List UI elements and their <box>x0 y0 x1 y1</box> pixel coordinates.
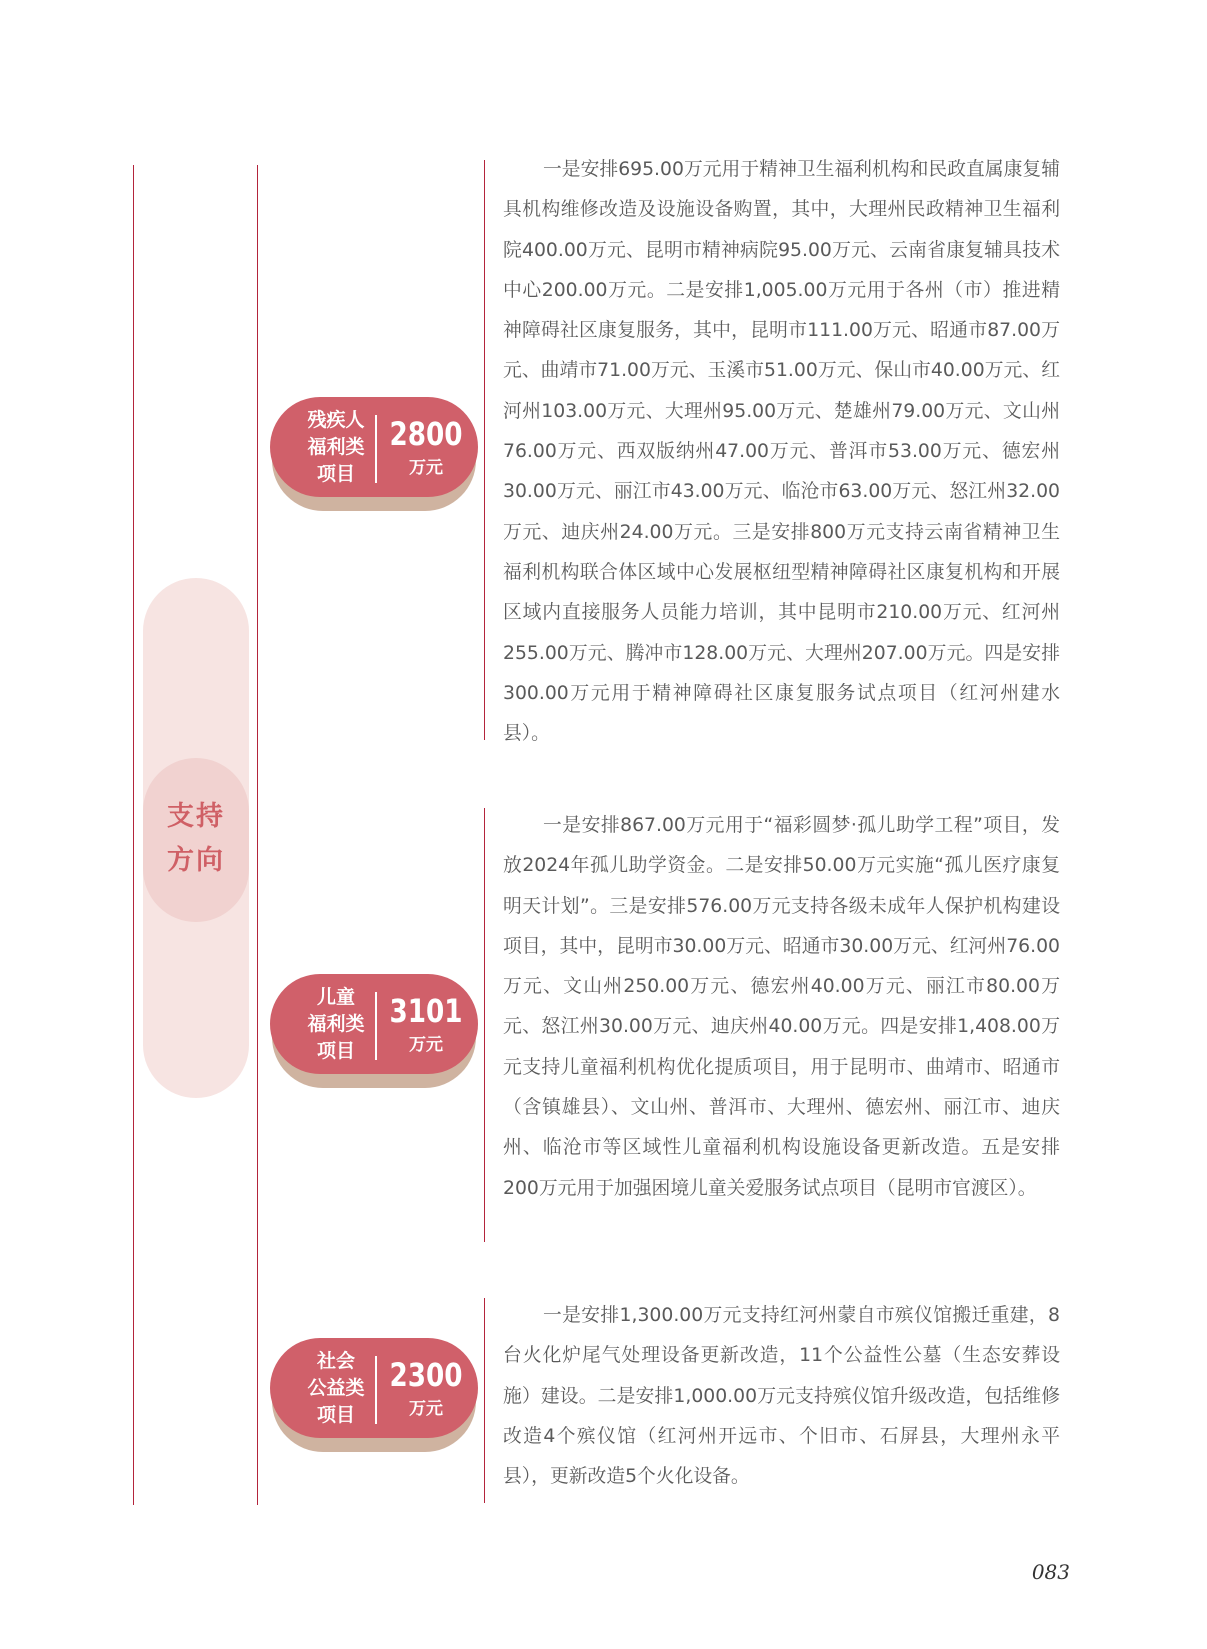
badge-label-line: 项目 <box>316 463 355 485</box>
child-welfare-text: 一是安排867.00万元用于“福彩圆梦·孤儿助学工程”项目，发放2024年孤儿助学资金。二是安排50.00万元实施“孤儿医疗康复明天计划”。三是安排576.00万元支持各级未成年人保护机构建设项目，其中，昆明市30.00万元、昭通市30.00万元、红河州76.00万元、文山州250.00万元、德宏州40.00万元、丽江市80.00万元、怒江州30.00万元、迪庆州40.00万元。四是安排1,408.00万元支持儿童福利机构优化提质项目，用于昆明市、曲靖市、昭通市（含镇雄县）、文山州、普洱市、大理州、德宏州、丽江市、迪庆州、临沧市等区域性儿童福利机构设施设备更新改造。五是安排200万元用于加强困境儿童关爱服务试点项目（昆明市官渡区）。 <box>503 815 1060 1199</box>
badge-label-line: 儿童 <box>316 986 355 1008</box>
badge-label-line: 社会 <box>316 1350 355 1372</box>
side-title-line-1: 支持 <box>167 801 225 832</box>
badge-amount: 2300 <box>389 1356 463 1394</box>
side-title-line-2: 方向 <box>167 845 225 876</box>
child-welfare-badge <box>270 974 478 1088</box>
social-welfare-badge <box>270 1338 478 1452</box>
section-1-text-rule <box>484 160 485 740</box>
badge-label <box>296 984 376 1065</box>
badge-amount: 3101 <box>389 992 463 1030</box>
disability-welfare-badge <box>270 397 478 511</box>
badge-label-line: 残疾人 <box>307 409 365 431</box>
badge-label <box>296 407 376 488</box>
badge-unit: 万元 <box>409 458 443 478</box>
badge-divider <box>375 415 377 483</box>
timeline-line <box>257 165 258 1505</box>
badge-divider <box>375 1356 377 1424</box>
disability-welfare-text: 一是安排695.00万元用于精神卫生福利机构和民政直属康复辅具机构维修改造及设施设备购置，其中，大理州民政精神卫生福利院400.00万元、昆明市精神病院95.00万元、云南省康复辅具技术中心200.00万元。二是安排1,005.00万元用于各州（市）推进精神障碍社区康复服务，其中，昆明市111.00万元、昭通市87.00万元、曲靖市71.00万元、玉溪市51.00万元、保山市40.00万元、红河州103.00万元、大理州95.00万元、楚雄州79.00万元、文山州76.00万元、西双版纳州47.00万元、普洱市53.00万元、德宏州30.00万元、丽江市43.00万元、临沧市63.00万元、怒江州32.00万元、迪庆州24.00万元。三是安排800万元支持云南省精神卫生福利机构联合体区域中心发展枢纽型精神障碍社区康复机构和开展区域内直接服务人员能力培训，其中昆明市210.00万元、红河州255.00万元、腾冲市128.00万元、大理州207.00万元。四是安排300.00万元用于精神障碍社区康复服务试点项目（红河州建水县）。 <box>503 159 1060 745</box>
badge-unit: 万元 <box>409 1035 443 1055</box>
badge-label <box>296 1348 376 1429</box>
section-2-text-rule <box>484 808 485 1242</box>
left-border-line <box>133 165 134 1505</box>
badge-amount: 2800 <box>389 415 463 453</box>
section-3-text-rule <box>484 1298 485 1503</box>
badge-label-line: 项目 <box>316 1404 355 1426</box>
badge-label-line: 项目 <box>316 1040 355 1062</box>
side-category-title <box>143 795 249 883</box>
badge-unit: 万元 <box>409 1399 443 1419</box>
social-welfare-text: 一是安排1,300.00万元支持红河州蒙自市殡仪馆搬迁重建，8台火化炉尾气处理设备更新改造，11个公益性公墓（生态安葬设施）建设。二是安排1,000.00万元支持殡仪馆升级改造，包括维修改造4个殡仪馆（红河州开远市、个旧市、石屏县，大理州永平县），更新改造5个火化设备。 <box>503 1305 1060 1488</box>
badge-label-line: 公益类 <box>307 1377 365 1399</box>
badge-divider <box>375 992 377 1060</box>
badge-label-line: 福利类 <box>307 1013 365 1035</box>
page-number: 083 <box>1031 1560 1070 1584</box>
badge-label-line: 福利类 <box>307 436 365 458</box>
